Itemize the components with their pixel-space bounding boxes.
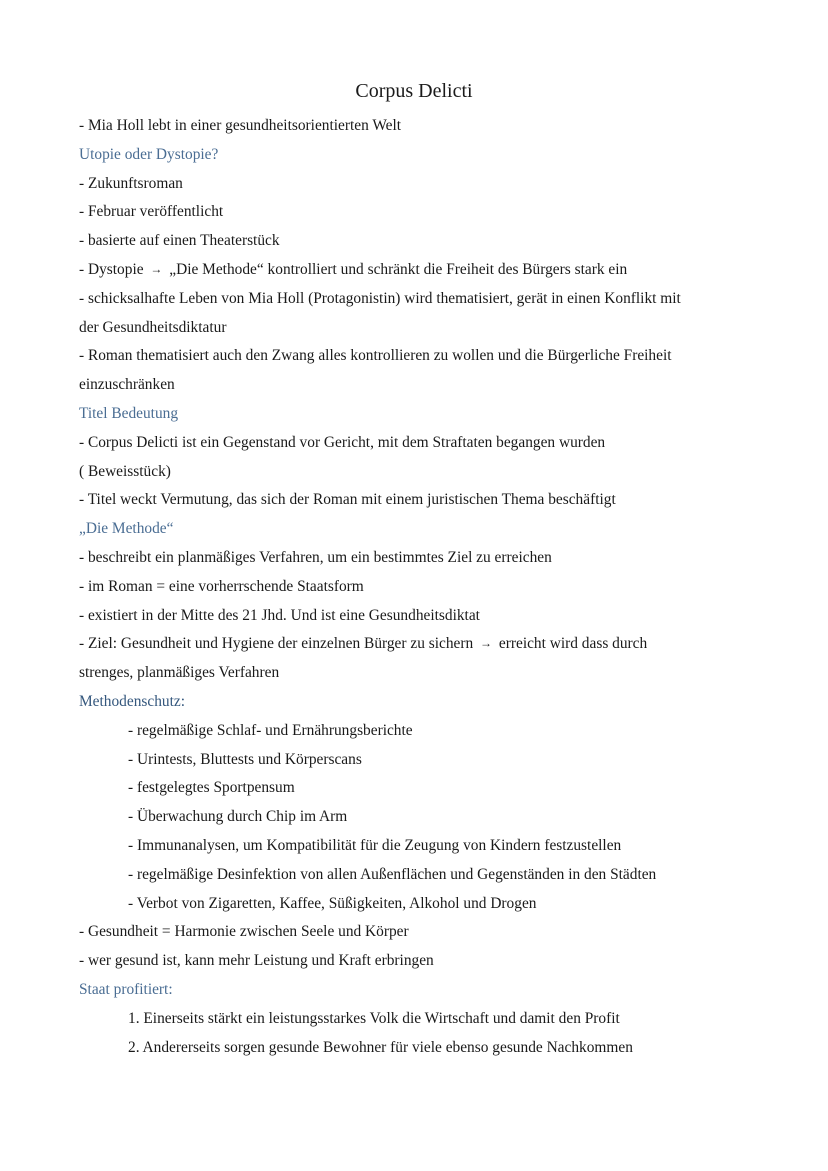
text-line: - Februar veröffentlicht (79, 203, 224, 221)
text-segment: - Dystopie (79, 260, 144, 278)
list-item: - regelmäßige Schlaf- und Ernährungsberichte (128, 721, 413, 739)
text-line: der Gesundheitsdiktatur (79, 318, 227, 336)
text-segment: erreicht wird dass durch (498, 635, 648, 653)
section-heading-methode: „Die Methode“ (79, 520, 174, 538)
text-line: - Titel weckt Vermutung, das sich der Roman mit einem juristischen Thema beschäftigt (79, 491, 616, 509)
list-item: - festgelegtes Sportpensum (128, 779, 295, 797)
text-line: - wer gesund ist, kann mehr Leistung und Kraft erbringen (79, 952, 434, 970)
list-item: - Überwachung durch Chip im Arm (128, 808, 348, 826)
list-item: - Urintests, Bluttests und Körperscans (128, 750, 362, 768)
numbered-item: 1. Einerseits stärkt ein leistungsstarkes Volk die Wirtschaft und damit den Profit (128, 1009, 620, 1027)
section-heading-utopie: Utopie oder Dystopie? (79, 145, 219, 163)
text-line: - Mia Holl lebt in einer gesundheitsorientierten Welt (79, 117, 402, 134)
text-line: - existiert in der Mitte des 21 Jhd. Und ist eine Gesundheitsdiktat (79, 606, 480, 624)
section-heading-methodenschutz: Methodenschutz: (79, 692, 185, 710)
arrow-icon: → (150, 261, 163, 276)
text-segment: - Ziel: Gesundheit und Hygiene der einzelnen Bürger zu sichern (79, 635, 474, 653)
list-item: - regelmäßige Desinfektion von allen Außenflächen und Gegenständen in den Städten (128, 865, 657, 883)
section-heading-titel: Titel Bedeutung (79, 404, 179, 422)
text-line: - Roman thematisiert auch den Zwang alles kontrollieren zu wollen und die Bürgerliche Freiheit (79, 347, 672, 365)
text-segment: „Die Methode“ kontrolliert und schränkt die Freiheit des Bürgers stark ein (169, 260, 628, 278)
list-item: - Verbot von Zigaretten, Kaffee, Süßigkeiten, Alkohol und Drogen (128, 894, 537, 912)
arrow-icon: → (480, 636, 493, 651)
text-line: - Gesundheit = Harmonie zwischen Seele und Körper (79, 923, 409, 941)
text-line: - Corpus Delicti ist ein Gegenstand vor Gericht, mit dem Straftaten begangen wurden (79, 433, 606, 451)
text-line: strenges, planmäßiges Verfahren (79, 664, 280, 682)
text-line: - beschreibt ein planmäßiges Verfahren, um ein bestimmtes Ziel zu erreichen (79, 548, 552, 566)
text-line (79, 630, 749, 659)
numbered-item: 2. Andererseits sorgen gesunde Bewohner für viele ebenso gesunde Nachkommen (128, 1038, 633, 1056)
document-body (79, 112, 749, 1062)
text-line: - im Roman = eine vorherrschende Staatsform (79, 577, 364, 595)
text-line: einzuschränken (79, 376, 175, 394)
text-line (79, 256, 749, 285)
page-title: Corpus Delicti (355, 80, 473, 102)
text-line: - Zukunftsroman (79, 174, 183, 192)
section-heading-staat: Staat profitiert: (79, 980, 173, 998)
text-line: ( Beweisstück) (79, 462, 171, 480)
text-line: - basierte auf einen Theaterstück (79, 232, 280, 250)
list-item: - Immunanalysen, um Kompatibilität für die Zeugung von Kindern festzustellen (128, 836, 622, 854)
text-line: - schicksalhafte Leben von Mia Holl (Protagonistin) wird thematisiert, gerät in einen Konflikt mit (79, 289, 681, 307)
